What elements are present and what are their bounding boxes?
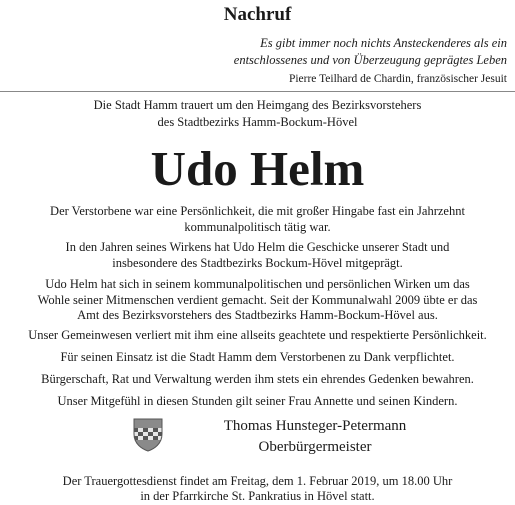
- service-line: Der Trauergottesdienst findet am Freitag, dem 1. Februar 2019, um 18.00 Uhr: [62, 474, 453, 488]
- service-line: in der Pfarrkirche St. Pankratius in Hövel statt.: [140, 489, 375, 503]
- paragraph-thanks: Für seinen Einsatz ist die Stadt Hamm dem Verstorbenen zu Dank verpflichtet.: [60, 350, 455, 364]
- paragraph-remembrance: Bürgerschaft, Rat und Verwaltung werden ihm stets ein ehrendes Gedenken bewahren.: [41, 372, 474, 386]
- paragraph-loss: Unser Gemeinwesen verliert mit ihm eine allseits geachtete und respektierte Persönlichkeit.: [28, 328, 487, 342]
- paragraph-tribute: [6, 204, 509, 235]
- paragraph-line: kommunalpolitisch tätig war.: [184, 219, 331, 234]
- paragraph-line: Der Verstorbene war eine Persönlichkeit, die mit großer Hingabe fast ein Jahrzehnt: [50, 204, 465, 218]
- city-crest-icon: [133, 418, 163, 452]
- paragraph-condolence: Unser Mitgefühl in diesen Stunden gilt seiner Frau Annette und seinen Kindern.: [57, 394, 458, 408]
- paragraph-line: Amt des Bezirksvorstehers des Stadtbezirks Hamm-Bockum-Hövel aus.: [77, 308, 438, 322]
- quote-author: Pierre Teilhard de Chardin, französischer Jesuit: [288, 73, 507, 85]
- divider: [0, 91, 515, 92]
- deceased-name: Udo Helm: [150, 141, 365, 196]
- heading: Nachruf: [223, 4, 292, 25]
- quote-line: Es gibt immer noch nichts Ansteckenderes als ein: [260, 36, 507, 50]
- signatory-title: Oberbürgermeister: [258, 439, 372, 455]
- paragraph-line: In den Jahren seines Wirkens hat Udo Helm die Geschicke unserer Stadt und: [65, 240, 450, 254]
- paragraph-line: Wohle seiner Mitmenschen verdient gemacht. Seit der Kommunalwahl 2009 übte er das: [37, 292, 478, 307]
- paragraph-service: [6, 277, 509, 324]
- paragraph-line: Udo Helm hat sich in seinem kommunalpolitischen und persönlichen Wirken um das: [45, 277, 470, 291]
- intro-text: [0, 97, 515, 131]
- intro-line: des Stadtbezirks Hamm-Bockum-Hövel: [157, 115, 358, 129]
- quote: [87, 35, 507, 69]
- paragraph-work: [6, 240, 509, 271]
- paragraph-line: insbesondere des Stadtbezirks Bockum-Hövel mitgeprägt.: [112, 255, 403, 270]
- signatory-name: Thomas Hunsteger-Petermann: [223, 418, 407, 434]
- funeral-service-info: [0, 474, 515, 504]
- intro-line: Die Stadt Hamm trauert um den Heimgang des Bezirksvorstehers: [93, 98, 422, 112]
- quote-line: entschlossenes und von Überzeugung geprägtes Leben: [233, 53, 507, 67]
